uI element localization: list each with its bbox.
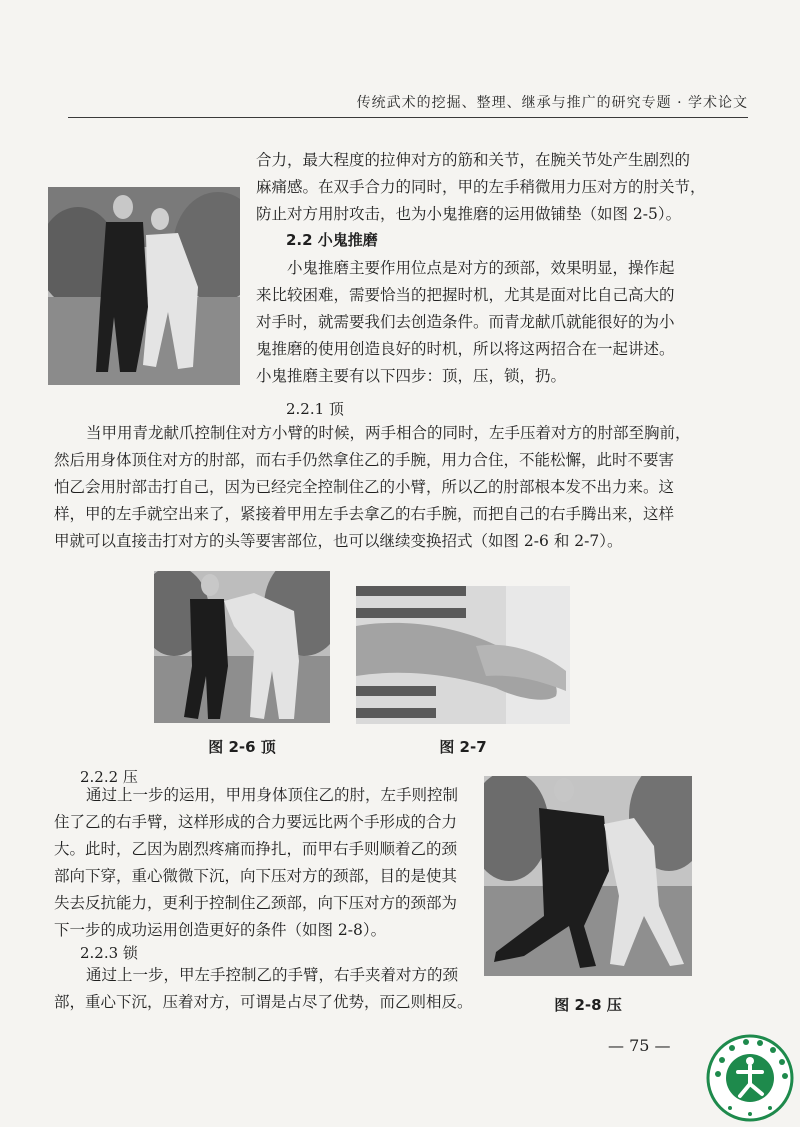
section-2-2-2-paragraph xyxy=(54,782,490,944)
text-line: 样，甲的左手就空出来了，紧接着甲用左手去拿乙的右手腕，而把自己的右手腾出来，这样 xyxy=(54,505,675,523)
section-2-2-3-heading: 2.2.3 锁 xyxy=(80,944,138,962)
text-line: 小鬼推磨主要作用位点是对方的颈部，效果明显，操作起 xyxy=(287,259,675,277)
caption-fig-2-8: 图 2-8 压 xyxy=(554,996,622,1014)
text-line: 对手时，就需要我们去创造条件。而青龙献爪就能很好的为小 xyxy=(256,313,675,331)
text-line: 部向下穿，重心微微下沉，向下压对方的颈部，目的是使其 xyxy=(54,867,458,885)
text-line: 下一步的成功运用创造更好的条件（如图 2-8）。 xyxy=(54,921,387,939)
section-2-2-heading: 2.2 小鬼推磨 xyxy=(286,231,378,249)
photo-fig-2-5 xyxy=(48,187,240,385)
intro-paragraph xyxy=(256,147,748,228)
text-line: 当甲用青龙献爪控制住对方小臂的时候，两手相合的同时，左手压着对方的肘部至胸前， xyxy=(86,424,691,442)
text-line: 怕乙会用肘部击打自己，因为已经完全控制住乙的小臂，所以乙的肘部根本发不出力来。这 xyxy=(54,478,675,496)
text-line: 通过上一步，甲左手控制乙的手臂，右手夹着对方的颈 xyxy=(86,966,459,984)
photo-fig-2-7 xyxy=(356,586,570,724)
text-line: 来比较困难，需要恰当的把握时机，尤其是面对比自己高大的 xyxy=(256,286,675,304)
running-header: 传统武术的挖掘、整理、继承与推广的研究专题 · 学术论文 xyxy=(356,95,748,111)
section-2-2-paragraph xyxy=(256,255,748,390)
section-2-2-3-paragraph xyxy=(54,962,490,1016)
section-2-2-2-heading: 2.2.2 压 xyxy=(80,768,138,786)
section-2-2-1-paragraph xyxy=(54,420,748,555)
page-number: — 75 — xyxy=(608,1036,671,1055)
intro-line: 麻痛感。在双手合力的同时，甲的左手稍微用力压对方的肘关节， xyxy=(256,178,706,196)
photo-fig-2-6 xyxy=(154,571,330,723)
section-2-2-1-heading: 2.2.1 顶 xyxy=(286,400,344,418)
text-line: 小鬼推磨主要有以下四步：顶，压，锁，扔。 xyxy=(256,367,567,385)
text-line: 部，重心下沉，压着对方，可谓是占尽了优势，而乙则相反。 xyxy=(54,993,473,1011)
photo-fig-2-8 xyxy=(484,776,692,976)
caption-fig-2-6: 图 2-6 顶 xyxy=(208,738,276,756)
intro-line: 防止对方用肘攻击，也为小鬼推磨的运用做铺垫（如图 2-5）。 xyxy=(256,205,682,223)
intro-line: 合力，最大程度的拉伸对方的筋和关节，在腕关节处产生剧烈的 xyxy=(256,151,691,169)
text-line: 大。此时，乙因为剧烈疼痛而挣扎，而甲右手则顺着乙的颈 xyxy=(54,840,458,858)
text-line: 然后用身体顶住对方的肘部，而右手仍然拿住乙的手腕，用力合住，不能松懈，此时不要害 xyxy=(54,451,675,469)
text-line: 鬼推磨的使用创造良好的时机，所以将这两招合在一起讲述。 xyxy=(256,340,675,358)
text-line: 失去反抗能力，更利于控制住乙颈部，向下压对方的颈部为 xyxy=(54,894,458,912)
association-logo xyxy=(706,1034,794,1122)
header-rule xyxy=(68,117,748,118)
caption-fig-2-7: 图 2-7 xyxy=(439,738,487,756)
text-line: 甲就可以直接击打对方的头等要害部位，也可以继续变换招式（如图 2-6 和 2-7）。 xyxy=(54,532,623,550)
text-line: 住了乙的右手臂，这样形成的合力要远比两个手形成的合力 xyxy=(54,813,458,831)
text-line: 通过上一步的运用，甲用身体顶住乙的肘，左手则控制 xyxy=(86,786,459,804)
